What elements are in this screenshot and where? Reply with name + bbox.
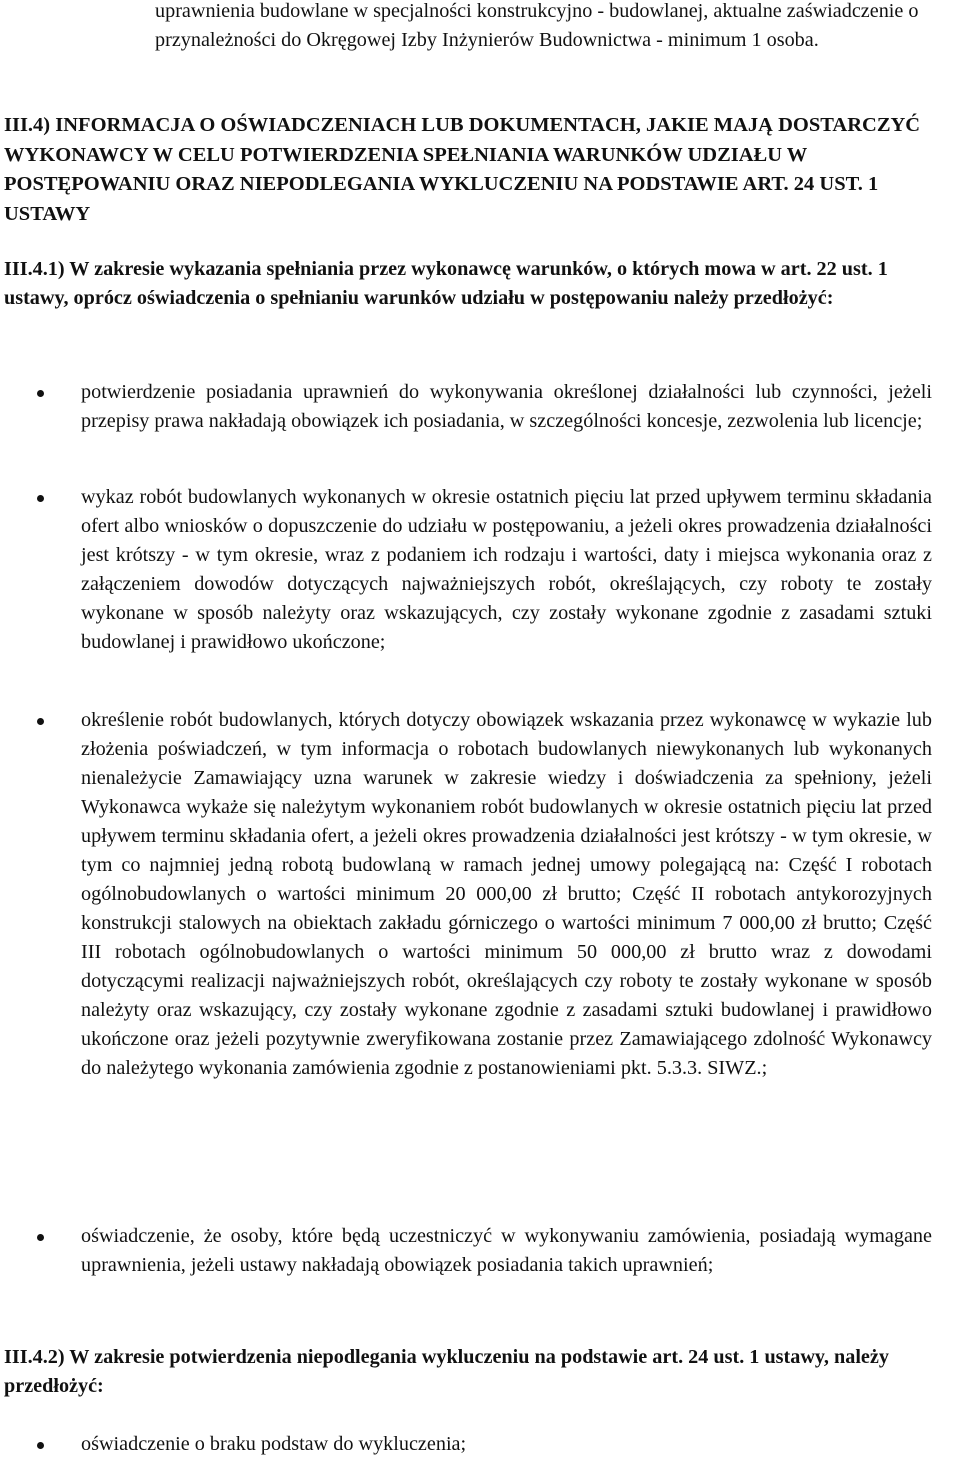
subsection-heading-2: III.4.2) W zakresie potwierdzenia niepodlegania wykluczeniu na podstawie art. 24 ust. 1 ustawy, należy przedłożyć: xyxy=(4,1346,889,1397)
list-item-text: wykaz robót budowlanych wykonanych w okresie ostatnich pięciu lat przed upływem terminu składania ofert albo wniosków o dopuszczenie do udziału w postępowaniu, a jeżeli okres prowadzenia działalności jest krótszy - w tym okresie, wraz z podaniem ich rodzaju i wartości, daty i miejsca wykonania oraz z załączeniem dowodów dotyczących najważniejszych robót, określających, czy roboty te zostały wykonane w sposób należyty oraz wskazujących, czy zostały wykonane zgodnie z zasadami sztuki budowlanej i prawidłowo ukończone; xyxy=(81,486,932,653)
section-heading: III.4) INFORMACJA O OŚWIADCZENIACH LUB DOKUMENTACH, JAKIE MAJĄ DOSTARCZYĆ WYKONAWCY W CELU POTWIERDZENIA SPEŁNIANIA WARUNKÓW UDZIAŁU W POSTĘPOWANIU ORAZ NIEPODLEGANIA WYKLUCZENIU NA PODSTAWIE ART. 24 UST. 1 USTAWY xyxy=(4,114,921,225)
subsection-heading-1: III.4.1) W zakresie wykazania spełniania przez wykonawcę warunków, o których mowa w art. 22 ust. 1 ustawy, oprócz oświadczenia o spełnianiu warunków udziału w postępowaniu należy przedłożyć: xyxy=(4,258,888,309)
list-item-text: potwierdzenie posiadania uprawnień do wykonywania określonej działalności lub czynności, jeżeli przepisy prawa nakładają obowiązek ich posiadania, w szczególności koncesje, zezwolenia lub licencje; xyxy=(81,381,932,432)
bullet-icon xyxy=(37,495,44,502)
bullet-icon xyxy=(37,718,44,725)
list-item-text: oświadczenie o braku podstaw do wykluczenia; xyxy=(81,1433,467,1455)
list-item-text: określenie robót budowlanych, których dotyczy obowiązek wskazania przez wykonawcę w wykazie lub złożenia poświadczeń, w tym informacja o robotach budowlanych niewykonanych lub wykonanych nienależycie Zamawiający uzna warunek w zakresie wiedzy i doświadczenia za spełniony, jeżeli Wykonawca wykaże się należytym wykonaniem robót budowlanych w okresie ostatnich pięciu lat przed upływem terminu składania ofert, a jeżeli okres prowadzenia działalności jest krótszy - w tym okresie, w tym co najmniej jedną robotą budowlaną w ramach jednej umowy polegającą na: Część I robotach ogólnobudowlanych o wartości minimum 20 000,00 zł brutto; Część II robotach antykorozyjnych konstrukcji stalowych na obiektach zakładu górniczego o wartości minimum 7 000,00 zł brutto; Część III robotach ogólnobudowlanych o wartości minimum 50 000,00 zł brutto wraz z dowodami dotyczącymi realizacji najważniejszych robót, określających czy roboty te zostały wykonane w sposób należyty oraz wskazujący, czy zostały wykonane zgodnie z zasadami sztuki budowlanej i prawidłowo ukończone oraz jeżeli pozytywnie zweryfikowana zostanie przez Zamawiającego zdolność Wykonawcy do należytego wykonania zamówienia zgodnie z postanowieniami pkt. 5.3.3. SIWZ.; xyxy=(81,709,932,1079)
intro-paragraph: uprawnienia budowlane w specjalności konstrukcyjno - budowlanej, aktualne zaświadczenie o przynależności do Okręgowej Izby Inżynierów Budownictwa - minimum 1 osoba. xyxy=(155,0,919,51)
bullet-icon xyxy=(37,390,44,397)
bullet-icon xyxy=(37,1442,44,1449)
list-item-text: oświadczenie, że osoby, które będą uczestniczyć w wykonywaniu zamówienia, posiadają wymagane uprawnienia, jeżeli ustawy nakładają obowiązek posiadania takich uprawnień; xyxy=(81,1225,932,1276)
bullet-icon xyxy=(37,1234,44,1241)
